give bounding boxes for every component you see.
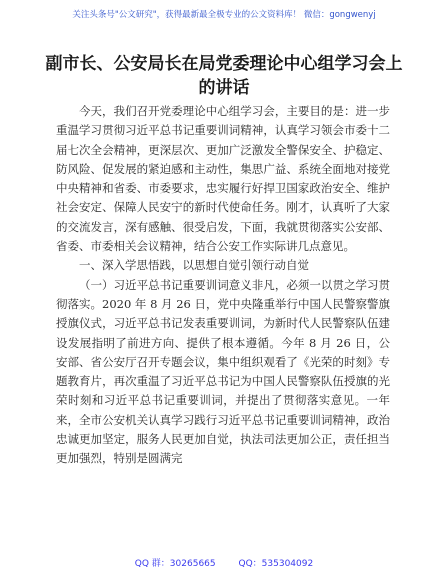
subsection-paragraph: （一）习近平总书记重要训词意义非凡，必须一以贯之学习贯彻落实。2020 年 8 月 26 日，党中央隆重举行中国人民警察警旗授旗仪式，习近平总书记发表重要训词，为新时代人民警察队伍建设发展指明了前进方向、提供了根本遵循。今年 8 月 26 日，公安部、省公安厅召开专题会议，集中组织观看了《光荣的时刻》专题教育片，再次重温了习近平总书记为中国人民警察队伍授旗的光荣时刻和习近平总书记重要训词，并提出了贯彻落实意见。一年来，全市公安机关认真学习践行习近平总书记重要训词精神，政治忠诚更加坚定，服务人民更加自觉，执法司法更加公正，责任担当更加强烈，特别是圆满完 — [56, 277, 390, 466]
promo-banner[interactable]: 关注头条号"公文研究"，获得最新最全极专业的公文资料库！ 微信：gongwenyj — [72, 10, 376, 20]
document-title: 副市长、公安局长在局党委理论中心组学习会上的讲话 — [45, 54, 403, 98]
section-heading: 一、深入学思悟践，以思想自觉引领行动自觉 — [79, 258, 309, 273]
document-body — [56, 102, 390, 469]
footer-qq[interactable]: QQ：535304092 — [238, 559, 314, 569]
footer-contact — [0, 556, 448, 569]
intro-paragraph: 今天，我们召开党委理论中心组学习会，主要目的是：进一步重温学习贯彻习近平总书记重要训词精神，认真学习领会市委十二届七次全会精神，更深层次、更加广泛激发全警保安全、护稳定、防风险、促发展的紧迫感和主动性，集思广益、系统全面地对接党中央精神和省委、市委要求，忠实履行好捍卫国家政治安全、维护社会安定、保障人民安宁的新时代使命任务。刚才，认真听了大家的交流发言，深有感触、很受启发，下面，我就贯彻落实公安部、省委、市委相关会议精神，结合公安工作实际讲几点意见。 — [56, 104, 390, 254]
footer-qq-group[interactable]: QQ 群：30265665 — [134, 559, 216, 569]
